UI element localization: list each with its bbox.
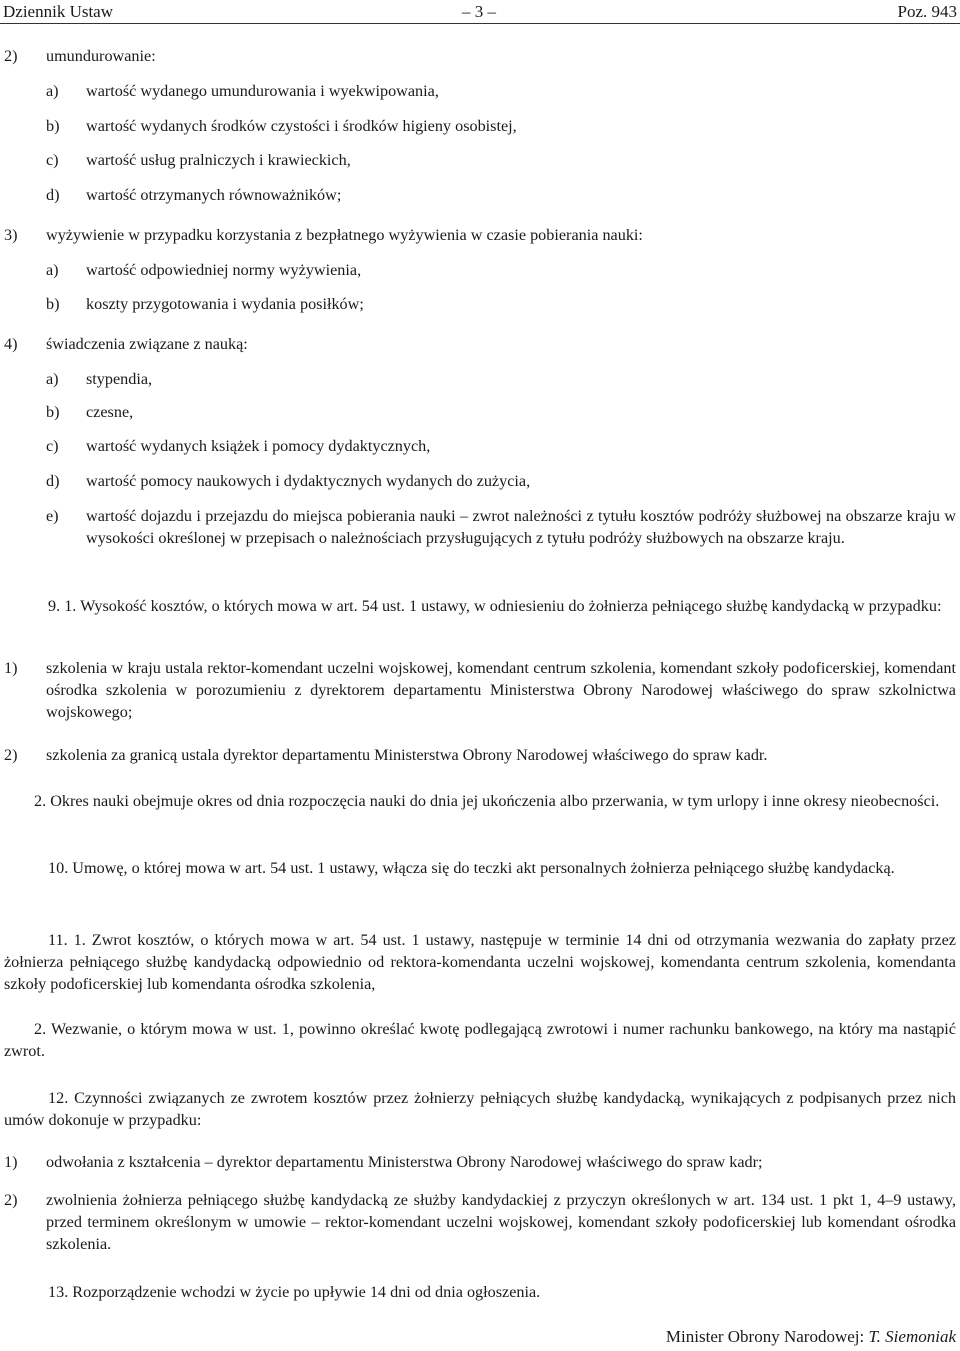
page-header [3,1,957,23]
sub-item-text: wartość dojazdu i przejazdu do miejsca pobierania nauki – zwrot należności z tytułu kosztów podróży służbowej na obszarze kraju w wysokości określonej w przepisach o należnościach przysługujących z tytułu podróży służbowych na obszarze kraju. [86,507,956,547]
sub-item-text: wartość wydanych książek i pomocy dydaktycznych, [86,437,431,455]
sub-item-label: b) [46,403,60,421]
sub-item-label: a) [46,370,59,388]
item-text: odwołania z kształcenia – dyrektor departamentu Ministerstwa Obrony Narodowej właściwego do spraw kadr; [46,1153,763,1171]
sub-item-label: c) [46,151,59,169]
item-text: szkolenia za granicą ustala dyrektor departamentu Ministerstwa Obrony Narodowej właściwego do spraw kadr. [46,746,768,764]
sub-item-text: wartość wydanego umundurowania i wyekwipowania, [86,82,439,100]
item-text: umundurowanie: [46,47,156,65]
sub-item-label: a) [46,82,59,100]
page-number: – 3 – [462,2,496,21]
sub-item-label: e) [46,507,59,525]
sub-item-text: stypendia, [86,370,153,388]
paragraph-9-1: 9. 1. Wysokość kosztów, o których mowa w art. 54 ust. 1 ustawy, w odniesieniu do żołnierza pełniącego służbę kandydacką w przypadku: [48,597,942,615]
item-number: 1) [4,659,18,677]
item-number: 2) [4,1191,18,1209]
item-number: 1) [4,1153,18,1171]
paragraph-12: 12. Czynności związanych ze zwrotem kosztów przez żołnierzy pełniących służbę kandydacką, wynikających z podpisanych przez nich umów dokonuje w przypadku: [4,1089,956,1129]
signatory-name: T. Siemoniak [868,1327,956,1346]
sub-item-text: wartość otrzymanych równoważników; [86,186,342,204]
sub-item-label: a) [46,261,59,279]
sub-item-label: d) [46,186,60,204]
sub-item-label: d) [46,472,60,490]
signatory-title: Minister Obrony Narodowej: [665,1327,869,1346]
item-text: świadczenia związane z nauką: [46,335,248,353]
sub-item-label: c) [46,437,59,455]
paragraph-11-2: 2. Wezwanie, o którym mowa w ust. 1, powinno określać kwotę podlegającą zwrotowi i numer rachunku bankowego, na który ma nastąpić zwrot. [4,1020,956,1060]
item-text: szkolenia w kraju ustala rektor-komendant uczelni wojskowej, komendant centrum szkolenia, komendant szkoły podoficerskiej, komendant ośrodka szkolenia w porozumieniu z dyrektorem departamentu Ministerstwa Obrony Narodowej właściwego do spraw szkolnictwa wojskowego; [46,659,956,721]
sub-item-label: b) [46,295,60,313]
item-number: 4) [4,335,18,353]
sub-item-text: czesne, [86,403,134,421]
item-text: wyżywienie w przypadku korzystania z bezpłatnego wyżywienia w czasie pobierania nauki: [46,226,643,244]
item-text: zwolnienia żołnierza pełniącego służbę kandydacką ze służby kandydackiej z przyczyn określonych w art. 134 ust. 1 pkt 1, 4–9 ustawy, przed terminem określonym w umowie – rektor-komendant uczelni wojskowej, komendant szkoły podoficerskiej lub komendant ośrodka szkolenia. [46,1191,956,1253]
header-divider [0,23,960,24]
paragraph-13: 13. Rozporządzenie wchodzi w życie po upływie 14 dni od dnia ogłoszenia. [48,1283,541,1301]
sub-item-text: wartość pomocy naukowych i dydaktycznych wydanych do zużycia, [86,472,531,490]
sub-item-text: wartość usług pralniczych i krawieckich, [86,151,351,169]
signature [666,1326,956,1348]
sub-item-text: wartość wydanych środków czystości i środków higieny osobistej, [86,117,517,135]
sub-item-text: wartość odpowiedniej normy wyżywienia, [86,261,362,279]
item-number: 2) [4,746,18,764]
publication-title: Dziennik Ustaw [3,2,114,21]
sub-item-text: koszty przygotowania i wydania posiłków; [86,295,364,313]
paragraph-10: 10. Umowę, o której mowa w art. 54 ust. 1 ustawy, włącza się do teczki akt personalnych żołnierza pełniącego służbę kandydacką. [48,859,895,877]
item-number: 3) [4,226,18,244]
paragraph-11-1: 11. 1. Zwrot kosztów, o których mowa w art. 54 ust. 1 ustawy, następuje w terminie 14 dni od otrzymania wezwania do zapłaty przez żołnierza pełniącego służbę kandydacką odpowiednio od rektora-komendanta uczelni wojskowej, komendanta centrum szkolenia, komendanta szkoły podoficerskiej lub komendanta ośrodka szkolenia, [4,931,956,993]
paragraph-9-2: 2. Okres nauki obejmuje okres od dnia rozpoczęcia nauki do dnia jej ukończenia albo przerwania, w tym urlopy i inne okresy nieobecności. [34,792,940,810]
position-number: Poz. 943 [897,2,957,21]
item-number: 2) [4,47,18,65]
sub-item-label: b) [46,117,60,135]
